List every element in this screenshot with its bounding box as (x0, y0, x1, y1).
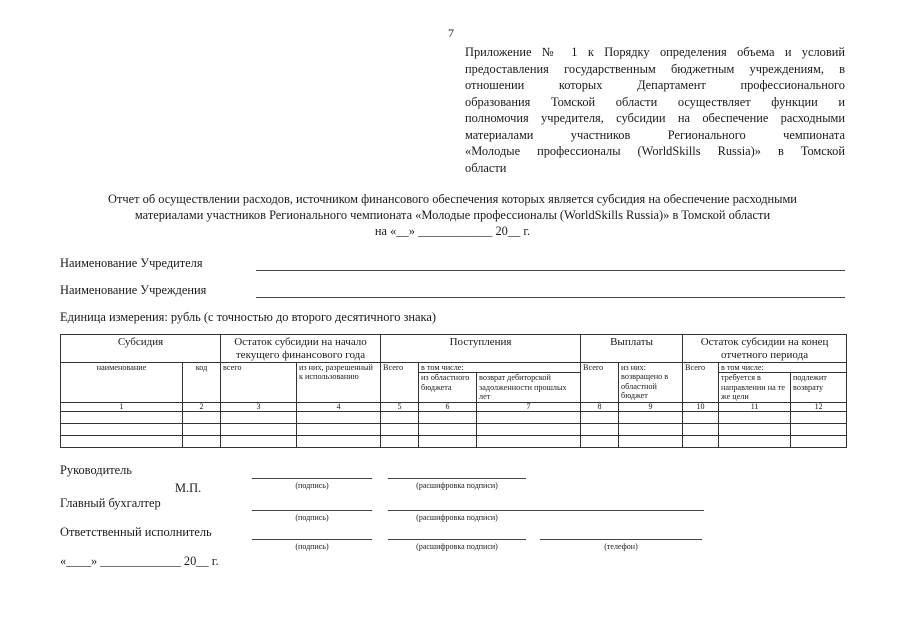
header-start-balance: Остаток субсидии на начало текущего финансового года (221, 335, 381, 363)
table-row (61, 412, 847, 424)
table-cell[interactable] (719, 412, 791, 424)
accountant-decoding-caption: (расшифровка подписи) (416, 513, 498, 522)
header-payments-total: Всего (581, 363, 619, 403)
accountant-decoding-line[interactable] (388, 510, 704, 511)
table-cell[interactable] (619, 412, 683, 424)
column-number: 12 (791, 403, 847, 412)
head-signature-line[interactable] (252, 478, 372, 479)
accountant-label: Главный бухгалтер (60, 496, 161, 510)
table-cell[interactable] (183, 424, 221, 436)
table-cell[interactable] (297, 424, 381, 436)
executor-signature-line[interactable] (252, 539, 372, 540)
header-permitted: из них, разрешенный к использованию (297, 363, 381, 403)
header-row-sub1 (61, 363, 847, 373)
column-number: 10 (683, 403, 719, 412)
column-number: 2 (183, 403, 221, 412)
institution-input-line[interactable] (256, 297, 845, 298)
appendix-line: «Молодые профессионалы (WorldSkills Russia)» в Томской (465, 144, 845, 158)
table-row (61, 424, 847, 436)
head-signature-caption: (подпись) (295, 481, 329, 490)
table-cell[interactable] (61, 436, 183, 448)
header-returned: из них: возвращено в областной бюджет (619, 363, 683, 403)
column-number: 1 (61, 403, 183, 412)
header-needed: требуется в направлении на те же цели (719, 373, 791, 403)
executor-signature-caption: (подпись) (295, 542, 329, 551)
header-receipts-total: Всего (381, 363, 419, 403)
appendix-line: полномочия учредителя, субсидии на обеспечение расходными (465, 111, 845, 125)
table-cell[interactable] (183, 412, 221, 424)
table-cell[interactable] (581, 412, 619, 424)
table-cell[interactable] (183, 436, 221, 448)
table-cell[interactable] (477, 436, 581, 448)
appendix-line: отношении которых Департамент профессионального (465, 78, 845, 92)
table-cell[interactable] (381, 436, 419, 448)
executor-decoding-line[interactable] (388, 539, 526, 540)
table-cell[interactable] (381, 412, 419, 424)
institution-label: Наименование Учреждения (60, 283, 207, 297)
table-cell[interactable] (419, 424, 477, 436)
column-number: 7 (477, 403, 581, 412)
table-cell[interactable] (683, 436, 719, 448)
header-code: код (183, 363, 221, 403)
head-label: Руководитель (60, 463, 132, 477)
table-cell[interactable] (477, 424, 581, 436)
head-decoding-caption: (расшифровка подписи) (416, 481, 498, 490)
table-cell[interactable] (791, 412, 847, 424)
table-cell[interactable] (297, 412, 381, 424)
report-title-line1: Отчет об осуществлении расходов, источником финансового обеспечения которых является субсидия на обеспечение расходными (108, 192, 797, 206)
table-cell[interactable] (581, 436, 619, 448)
header-end-balance: Остаток субсидии на конец отчетного периода (683, 335, 847, 363)
column-number: 8 (581, 403, 619, 412)
appendix-line: образования Томской области осуществляет функции и (465, 94, 845, 109)
header-subsidy: Субсидия (61, 335, 221, 363)
stamp-label: М.П. (175, 481, 202, 495)
appendix-line: материалами участников Регионального чемпионата (465, 127, 845, 142)
appendix-line: области (465, 160, 507, 175)
executor-decoding-caption: (расшифровка подписи) (416, 542, 498, 551)
column-number: 11 (719, 403, 791, 412)
table-cell[interactable] (477, 412, 581, 424)
appendix-line: предоставления государственным бюджетным учреждениям, в (465, 61, 845, 76)
column-number: 4 (297, 403, 381, 412)
founder-input-line[interactable] (256, 270, 845, 271)
unit-label: Единица измерения: рубль (с точностью до второго десятичного знака) (60, 310, 437, 324)
header-name: наименование (61, 363, 183, 403)
table-cell[interactable] (221, 436, 297, 448)
executor-label: Ответственный исполнитель (60, 525, 212, 539)
table-cell[interactable] (419, 412, 477, 424)
table-cell[interactable] (619, 436, 683, 448)
table-cell[interactable] (791, 424, 847, 436)
table-cell[interactable] (683, 424, 719, 436)
table-cell[interactable] (61, 424, 183, 436)
executor-phone-line[interactable] (540, 539, 702, 540)
founder-label: Наименование Учредителя (60, 256, 203, 270)
table-cell[interactable] (619, 424, 683, 436)
table-row (61, 436, 847, 448)
table-cell[interactable] (381, 424, 419, 436)
header-to-return: подлежит возврату (791, 373, 847, 403)
column-number: 3 (221, 403, 297, 412)
table-cell[interactable] (791, 436, 847, 448)
accountant-signature-line[interactable] (252, 510, 372, 511)
header-end-total: Всего (683, 363, 719, 403)
table-cell[interactable] (683, 412, 719, 424)
head-decoding-line[interactable] (388, 478, 526, 479)
table-cell[interactable] (719, 424, 791, 436)
executor-phone-caption: (телефон) (604, 542, 638, 551)
report-date-line: на «__» ____________ 20__ г. (374, 224, 531, 238)
column-number: 5 (381, 403, 419, 412)
accountant-signature-caption: (подпись) (295, 513, 329, 522)
appendix-line: Приложение № 1 к Порядку определения объема и условий (465, 45, 845, 59)
appendix-note (465, 44, 845, 176)
header-row-groups (61, 335, 847, 363)
signature-date[interactable]: «____» _____________ 20__ г. (60, 554, 219, 568)
table-cell[interactable] (419, 436, 477, 448)
report-title-line2: материалами участников Регионального чемпионата «Молодые профессионалы (WorldSkills Russia)» в Томской области (134, 208, 771, 222)
column-number: 9 (619, 403, 683, 412)
table-cell[interactable] (297, 436, 381, 448)
page-number: 7 (448, 26, 454, 40)
header-receipts-incl: в том числе: (419, 363, 581, 373)
table-cell[interactable] (581, 424, 619, 436)
table-cell[interactable] (61, 412, 183, 424)
header-debt-return: возврат дебиторской задолженности прошлых лет (477, 373, 581, 403)
report-table (60, 334, 847, 448)
header-receipts: Поступления (381, 335, 581, 363)
table-cell[interactable] (221, 412, 297, 424)
header-end-incl: в том числе: (719, 363, 847, 373)
header-total-start: всего (221, 363, 297, 403)
header-from-budget: из областного бюджета (419, 373, 477, 403)
table-cell[interactable] (719, 436, 791, 448)
column-number-row (61, 403, 847, 412)
column-number: 6 (419, 403, 477, 412)
header-payments: Выплаты (581, 335, 683, 363)
table-cell[interactable] (221, 424, 297, 436)
